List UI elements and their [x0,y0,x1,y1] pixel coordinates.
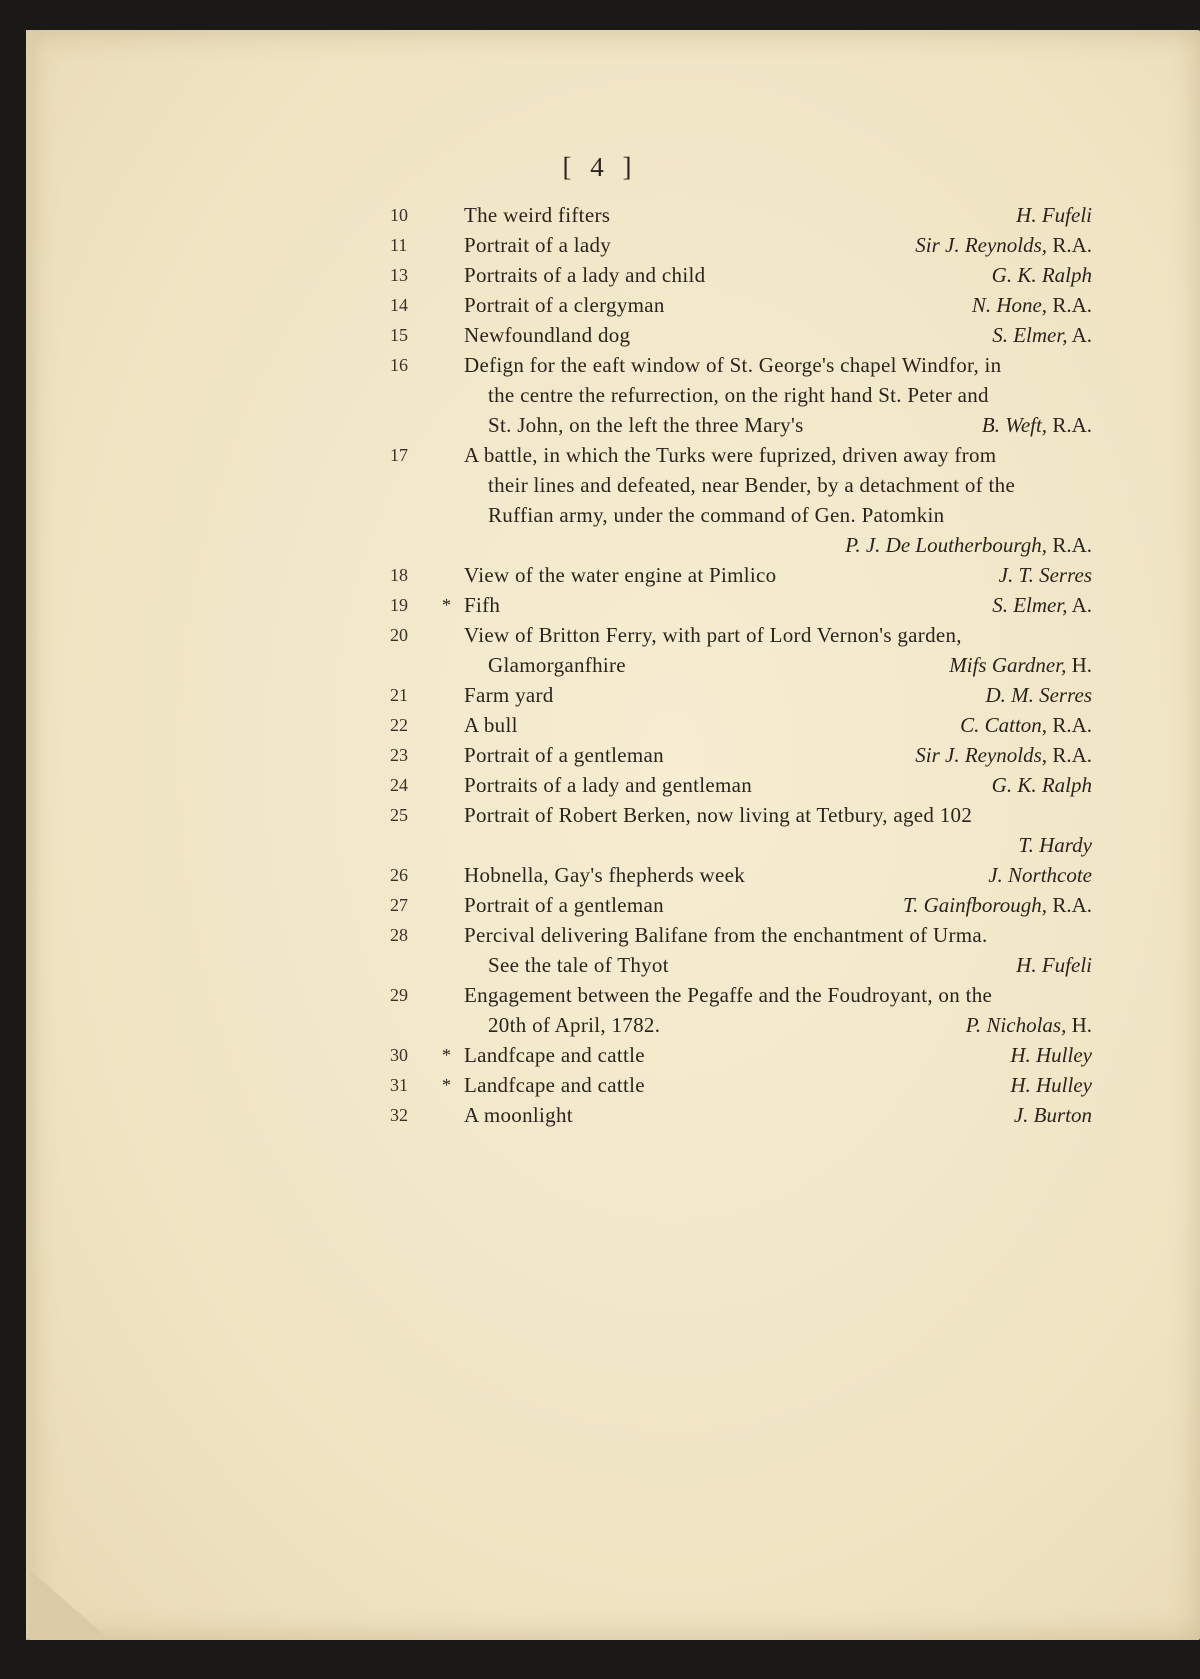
entry-title: Engagement between the Pegaffe and the Foudroyant, on the [464,983,993,1007]
artist-name: G. K. Ralph [991,773,1092,797]
catalogue-entry [392,1100,1092,1130]
artist-name: H. Fufeli [1016,953,1092,977]
entry-artist [988,860,1092,890]
entry-title: the centre the refurrection, on the right hand St. Peter and [488,383,989,407]
entry-title: Portrait of Robert Berken, now living at Tetbury, aged 102 [464,803,973,827]
entry-line [392,920,1092,950]
entry-title: Portrait of a gentleman [464,893,664,917]
catalogue-entry [392,320,1092,350]
entry-number: 20 [390,625,408,645]
entry-line [392,320,1092,350]
entry-title: Portrait of a clergyman [464,293,665,317]
entry-line [392,290,1092,320]
entry-number: 16 [390,355,408,375]
entry-artist [985,680,1092,710]
entry-artist [915,230,1092,260]
academy-rank: H. [1066,1013,1092,1037]
catalogue-entry [392,620,1092,680]
entry-title: Portrait of a lady [464,233,612,257]
entry-line [392,770,1092,800]
entry-title: Portrait of a gentleman [464,743,664,767]
entry-artist [992,260,1092,290]
catalogue-entry [392,260,1092,290]
entry-artist [992,590,1092,620]
entry-line [392,890,1092,920]
entry-line [392,1100,1092,1130]
artist-name: Sir J. Reynolds, [915,743,1048,767]
entry-title: Percival delivering Balifane from the enchantment of Urma. [464,923,988,947]
artist-name: T. Hardy [1018,833,1092,857]
entry-number: 27 [390,895,408,915]
entry-artist [1010,1070,1092,1100]
asterisk-mark: * [442,595,451,615]
catalogue-entry [392,350,1092,440]
entry-title: Landfcape and cattle [464,1043,645,1067]
entry-line [392,620,1092,650]
entry-number: 14 [390,295,408,315]
entry-artist [992,770,1092,800]
entry-title: View of Britton Ferry, with part of Lord Vernon's garden, [464,623,962,647]
entry-title: See the tale of Thyot [488,953,669,977]
entry-number: 10 [390,205,408,225]
artist-name: G. K. Ralph [991,263,1092,287]
catalogue-entry [392,560,1092,590]
academy-rank: H. [1066,653,1092,677]
entry-line [392,560,1092,590]
academy-rank: R.A. [1047,293,1092,317]
artist-name: J. Northcote [988,863,1092,887]
entry-line [392,230,1092,260]
artist-name: N. Hone, [971,293,1048,317]
entry-number: 19 [390,595,408,615]
entry-artist [915,740,1092,770]
entry-title: Portraits of a lady and child [464,263,706,287]
entry-title: their lines and defeated, near Bender, by a detachment of the [488,473,1016,497]
catalogue-entry [392,590,1092,620]
entry-artist [1016,200,1092,230]
entry-title: Newfoundland dog [464,323,631,347]
entry-title: A moonlight [464,1103,573,1127]
entry-artist [949,650,1092,680]
artist-name: P. Nicholas, [965,1013,1067,1037]
entry-artist [1010,1040,1092,1070]
artist-name: S. Elmer, [992,593,1068,617]
entry-line [392,200,1092,230]
folded-corner [30,1570,110,1640]
catalogue-entry [392,920,1092,980]
entry-artist [1016,950,1092,980]
page-number: [ 4 ] [562,152,638,182]
entry-number: 23 [390,745,408,765]
entry-title: Fifh [464,593,501,617]
catalogue-entry [392,1040,1092,1070]
entry-artist [999,560,1092,590]
entry-title: A bull [464,713,518,737]
catalogue-entry [392,860,1092,890]
catalogue-entry [392,1070,1092,1100]
entry-number: 21 [390,685,408,705]
catalogue-entry [392,800,1092,860]
entry-line [392,500,1092,530]
artist-name: D. M. Serres [985,683,1092,707]
entry-title: Defign for the eaft window of St. George's chapel Windfor, in [464,353,1002,377]
entry-artist [1014,1100,1092,1130]
entry-number: 24 [390,775,408,795]
catalogue-entry [392,200,1092,230]
entry-line [392,1070,1092,1100]
catalogue-entry [392,740,1092,770]
entry-title: 20th of April, 1782. [488,1013,661,1037]
entry-title: The weird fifters [464,203,611,227]
entry-number: 26 [390,865,408,885]
entry-line [392,260,1092,290]
academy-rank: R.A. [1047,893,1092,917]
entry-number: 32 [390,1105,408,1125]
entry-line [392,410,1092,440]
artist-name: T. Gainfborough, [902,893,1048,917]
academy-rank: R.A. [1047,413,1092,437]
entry-artist [982,410,1092,440]
entry-title: Portraits of a lady and gentleman [464,773,753,797]
academy-rank: A. [1067,593,1092,617]
exhibition-catalogue-list [392,200,1092,1130]
entry-line [392,440,1092,470]
artist-name: J. T. Serres [998,563,1092,587]
artist-name: Mifs Gardner, [949,653,1067,677]
entry-line [392,680,1092,710]
entry-title: St. John, on the left the three Mary's [488,413,804,437]
asterisk-mark: * [442,1045,451,1065]
entry-artist [845,530,1092,560]
catalogue-entry [392,230,1092,260]
entry-number: 30 [390,1045,408,1065]
entry-line [392,530,1092,560]
entry-title: Landfcape and cattle [464,1073,645,1097]
catalogue-entry [392,980,1092,1040]
entry-title: Glamorganfhire [488,653,626,677]
catalogue-entry [392,290,1092,320]
entry-artist [992,320,1092,350]
entry-number: 22 [390,715,408,735]
artist-name: S. Elmer, [992,323,1068,347]
entry-line [392,1040,1092,1070]
entry-number: 31 [390,1075,408,1095]
catalogue-entry [392,890,1092,920]
entry-title: Farm yard [464,683,554,707]
entry-artist [972,290,1092,320]
entry-line [392,800,1092,830]
asterisk-mark: * [442,1075,451,1095]
entry-number: 28 [390,925,408,945]
artist-name: P. J. De Loutherbourgh, [845,533,1048,557]
entry-number: 18 [390,565,408,585]
entry-artist [903,890,1092,920]
entry-number: 25 [390,805,408,825]
entry-line [392,1010,1092,1040]
entry-line [392,950,1092,980]
entry-line [392,470,1092,500]
entry-number: 11 [390,235,408,255]
entry-number: 15 [390,325,408,345]
entry-line [392,830,1092,860]
entry-title: Ruffian army, under the command of Gen. Patomkin [488,503,945,527]
entry-number: 17 [390,445,408,465]
academy-rank: R.A. [1047,533,1092,557]
academy-rank: R.A. [1047,233,1092,257]
artist-name: H. Fufeli [1016,203,1092,227]
page-edge-shadow [26,30,40,1640]
entry-line [392,590,1092,620]
entry-title: Hobnella, Gay's fhepherds week [464,863,746,887]
catalogue-entry [392,440,1092,560]
artist-name: H. Hulley [1010,1073,1092,1097]
entry-number: 29 [390,985,408,1005]
entry-line [392,650,1092,680]
entry-line [392,980,1092,1010]
academy-rank: A. [1067,323,1092,347]
artist-name: B. Weft, [981,413,1048,437]
catalogue-entry [392,680,1092,710]
entry-line [392,380,1092,410]
entry-artist [966,1010,1092,1040]
artist-name: Sir J. Reynolds, [915,233,1048,257]
entry-number: 13 [390,265,408,285]
entry-artist [960,710,1092,740]
entry-line [392,350,1092,380]
artist-name: H. Hulley [1010,1043,1092,1067]
entry-title: View of the water engine at Pimlico [464,563,777,587]
entry-line [392,740,1092,770]
entry-title: A battle, in which the Turks were fuprized, driven away from [464,443,997,467]
catalogue-entry [392,710,1092,740]
entry-line [392,710,1092,740]
academy-rank: R.A. [1047,743,1092,767]
artist-name: J. Burton [1013,1103,1092,1127]
catalogue-entry [392,770,1092,800]
academy-rank: R.A. [1047,713,1092,737]
entry-artist [1019,830,1093,860]
entry-line [392,860,1092,890]
artist-name: C. Catton, [960,713,1048,737]
